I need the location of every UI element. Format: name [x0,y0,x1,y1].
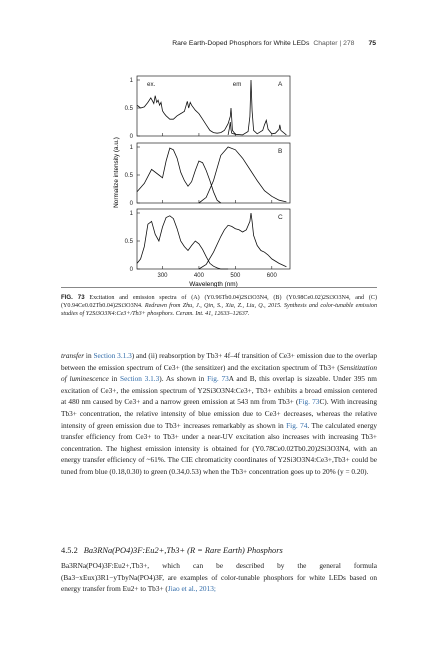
figure-caption [61,294,377,318]
body-paragraph-2 [61,560,377,595]
emission-curve [199,213,287,269]
caption-label: FIG. 73 [61,294,85,301]
body-text: in [108,374,121,384]
reference-link[interactable]: Jiao et al., 2013; [167,584,216,594]
panel-label: C [278,214,283,221]
body-text: ) and (ii) reabsorption by Tb3+ 4f–4f transition of Ce3+ emission due to the overlap between the emission spectrum of Ce3+ (the sensitizer) and the excitation spectrum of Tb3+ ( [61,351,377,372]
x-axis-label: Wavelength (nm) [189,281,238,288]
annotation-em: em [232,81,242,88]
figure-link[interactable]: Fig. 73 [207,374,229,384]
section-heading [61,546,381,555]
emission-curve [228,80,286,135]
caption-text: Excitation and emission spectra of (A) (Y0.96Tb0.04)2Si3O3N4, (B) (Y0.98Ce0.02)2Si3O3N4, and (C) (Y0.94Ce0.02Tb0.04)2Si3O3N4. [61,295,377,309]
panel-frame [137,143,290,203]
y-tick-label: 0 [129,267,133,273]
body-text: ). As shown in [159,374,208,384]
excitation-curve [137,148,221,203]
figure-link[interactable]: Fig. 74 [286,420,308,430]
plot-panels [125,76,290,279]
caption-source: Redrawn from Zhu, J., Qin, S., Xia, Z., Liu, Q., 2015. Synthesis and color-tunable emission studies of Y2Si3O3N4:Ce3+/Tb3+ phosphors. Ceram. Int. 41, 12633–12637. [61,303,377,317]
spectra-figure [0,0,432,290]
y-tick-label: 0.5 [124,106,133,112]
body-text: Ba3RNa(PO4)3F:Eu2+,Tb3+, which can be described by the general formula (Ba3−xEux)3R1−yTbyNa(PO4)3F, are examples of color-tunable phosphors for white LEDs based on energy transfer from Eu2+ to Tb3+ ( [61,561,377,594]
running-head-chapter: Chapter | 278 [313,40,355,47]
panel-frame [137,76,290,136]
annotation-ex: ex. [147,81,156,88]
page-number: 75 [368,40,376,47]
section-number: 4.5.2 [61,546,78,555]
excitation-curve [137,96,235,135]
body-text: C). With increasing Tb3+ concentration, the relative intensity of blue emission due to Ce3+ decreases, whereas the relative intensity of green emission due to Tb3+ increases remarkably as shown in [61,397,378,430]
caption-rule [61,287,377,288]
section-title: Ba3RNa(PO4)3F:Eu2+,Tb3+ (R = Rare Earth) Phosphors [83,546,283,555]
body-text: . The calculated energy transfer efficiency from Ce3+ to Tb3+ under a near-UV excitation also increases with increasing Tb3+ concentration. The highest emission intensity is obtained for (Y0.78Ce0.02Tb0.20)2Si3O3N4, with an energy transfer efficiency of ~61%. The CIE chromaticity coordinates of Y2Si3O3N4:Ce3+,Tb3+ could be tuned from blue (0.18,0.30) to green (0.34,0.53) when the Tb3+ concentration goes up to 20% (y = 0.20). [61,420,377,476]
x-tick-label: 400 [193,273,204,279]
panel-label: B [278,148,283,155]
y-tick-label: 1 [129,78,133,84]
emission-curve [199,147,287,203]
body-text: A and B, this overlap is sizeable. Under 395 nm excitation of Ce3+, the emission spectrum of Y2Si3O3N4:Ce3+, Tb3+ exhibits a broad emission centered at 480 nm caused by Ce3+ and a narrow green emission at 543 nm from Tb3+ ( [61,374,377,407]
body-text: transfer [61,351,85,360]
y-tick-label: 0.5 [124,173,133,179]
section-link[interactable]: Section 3.1.3 [120,374,160,384]
excitation-curve [137,216,228,269]
y-tick-label: 0 [129,201,133,207]
y-tick-label: 0 [129,134,133,140]
section-link[interactable]: Section 3.1.3 [93,351,132,360]
body-text: in [84,351,94,360]
x-tick-label: 600 [266,273,277,279]
x-tick-label: 500 [230,273,241,279]
panel-frame [137,209,290,269]
panel-label: A [278,81,283,88]
body-text-italic: Sensitization of luminescence [61,362,377,384]
running-head-title: Rare Earth-Doped Phosphors for White LEDs [172,40,310,47]
body-paragraph-1 [61,350,377,478]
y-tick-label: 1 [129,211,133,217]
figure-link[interactable]: Fig. 73 [298,397,320,407]
y-axis-label-text: Normalize intensity (a.u.) [113,137,120,208]
y-tick-label: 1 [129,145,133,151]
x-tick-label: 300 [157,273,168,279]
y-tick-label: 0.5 [124,239,133,245]
